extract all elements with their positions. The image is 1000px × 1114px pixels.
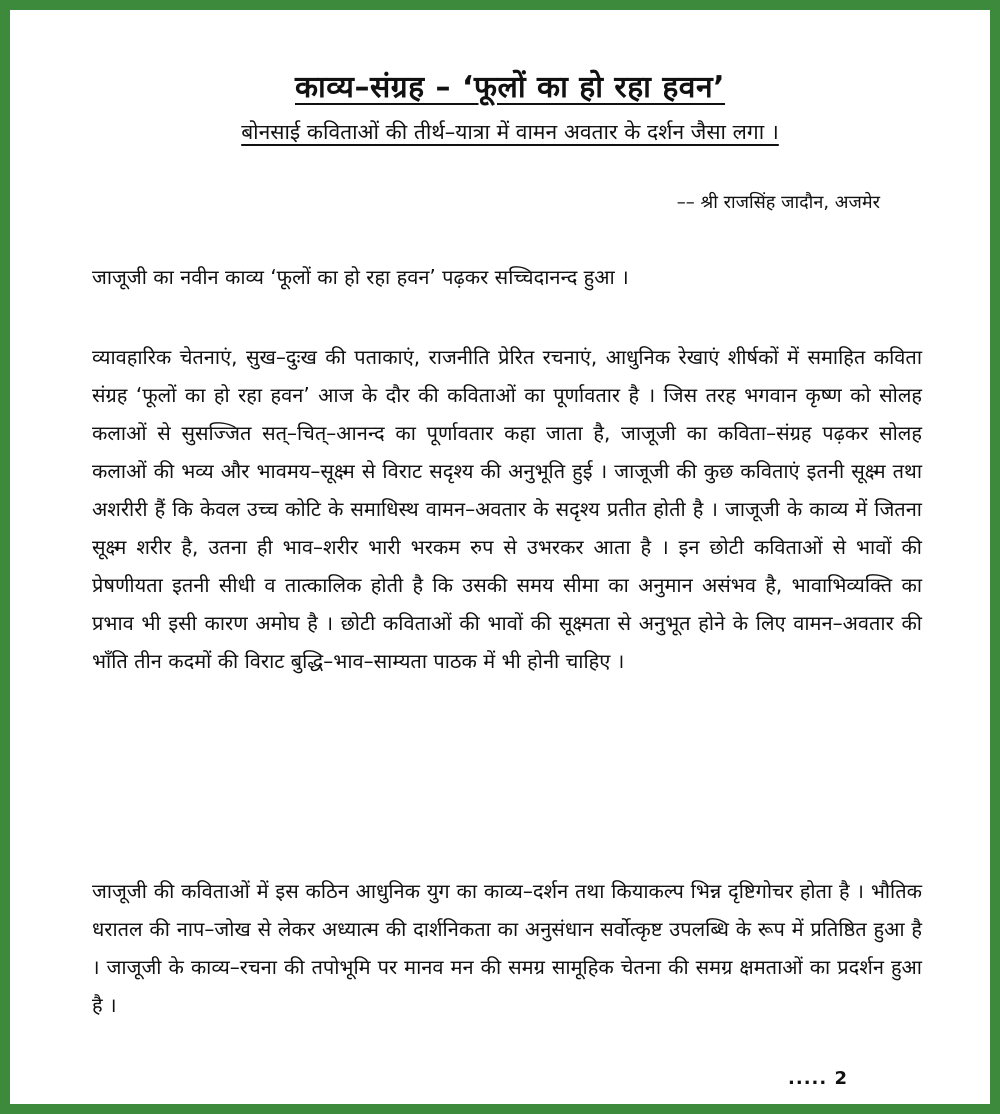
page-number: ..... 2 xyxy=(788,1068,848,1089)
document-title xyxy=(20,65,1000,106)
author-attribution: –– श्री राजसिंह जादौन, अजमेर xyxy=(676,192,880,213)
paragraph-closing: जाजूजी की कविताओं में इस कठिन आधुनिक युग का काव्य–दर्शन तथा कियाकल्प भिन्न दृष्टिगोचर होता है । भौतिक धरातल की नाप–जोख से लेकर अध्यात्म की दार्शनिकता का अनुसंधान सर्वोत्कृष्ट उपलब्धि के रूप में प्रतिष्ठित हुआ है । जाजूजी के काव्य–रचना की तपोभूमि पर मानव मन की समग्र सामूहिक चेतना की समग्र क्षमताओं का प्रदर्शन हुआ है । xyxy=(92,879,922,1017)
title-text: काव्य–संग्रह – ‘फूलों का हो रहा हवन’ xyxy=(294,70,726,105)
document-page xyxy=(20,20,1000,1114)
document-subtitle xyxy=(20,118,1000,146)
paragraph-main: व्यावहारिक चेतनाएं, सुख–दुःख की पताकाएं, राजनीति प्रेरित रचनाएं, आधुनिक रेखाएं शीर्षकों में समाहित कविता संग्रह ‘फूलों का हो रहा हवन’ आज के दौर की कविताओं का पूर्णावतार है । जिस तरह भगवान कृष्ण को सोलह कलाओं से सुसज्जित सत्–चित्–आनन्द का पूर्णावतार कहा जाता है, जाजूजी का कविता–संग्रह पढ़कर सोलह कलाओं की भव्य और भावमय–सूक्ष्म से विराट सदृश्य की अनुभूति हुई । जाजूजी की कुछ कविताएं इतनी सूक्ष्म तथा अशरीरी हैं कि केवल उच्च कोटि के समाधिस्थ वामन–अवतार के सदृश्य प्रतीत होती है । जाजूजी के काव्य में जितना सूक्ष्म शरीर है, उतना ही भाव–शरीर भारी भरकम रुप से उभरकर आता है । इन छोटी कविताओं से भावों की प्रेषणीयता इतनी सीधी व तात्कालिक होती है कि उसकी समय सीमा का अनुमान असंभव है, भावाभिव्यक्ति का प्रभाव भी इसी कारण अमोघ है । छोटी कविताओं की भावों की सूक्ष्मता से अनुभूत होने के लिए वामन–अवतार की भाँति तीन कदमों की विराट बुद्धि–भाव–साम्यता पाठक में भी होनी चाहिए । xyxy=(92,345,922,673)
paragraph-intro: जाजूजी का नवीन काव्य ‘फूलों का हो रहा हवन’ पढ़कर सच्चिदानन्द हुआ । xyxy=(92,265,629,289)
subtitle-text: बोनसाई कविताओं की तीर्थ–यात्रा में वामन अवतार के दर्शन जैसा लगा । xyxy=(241,120,779,144)
